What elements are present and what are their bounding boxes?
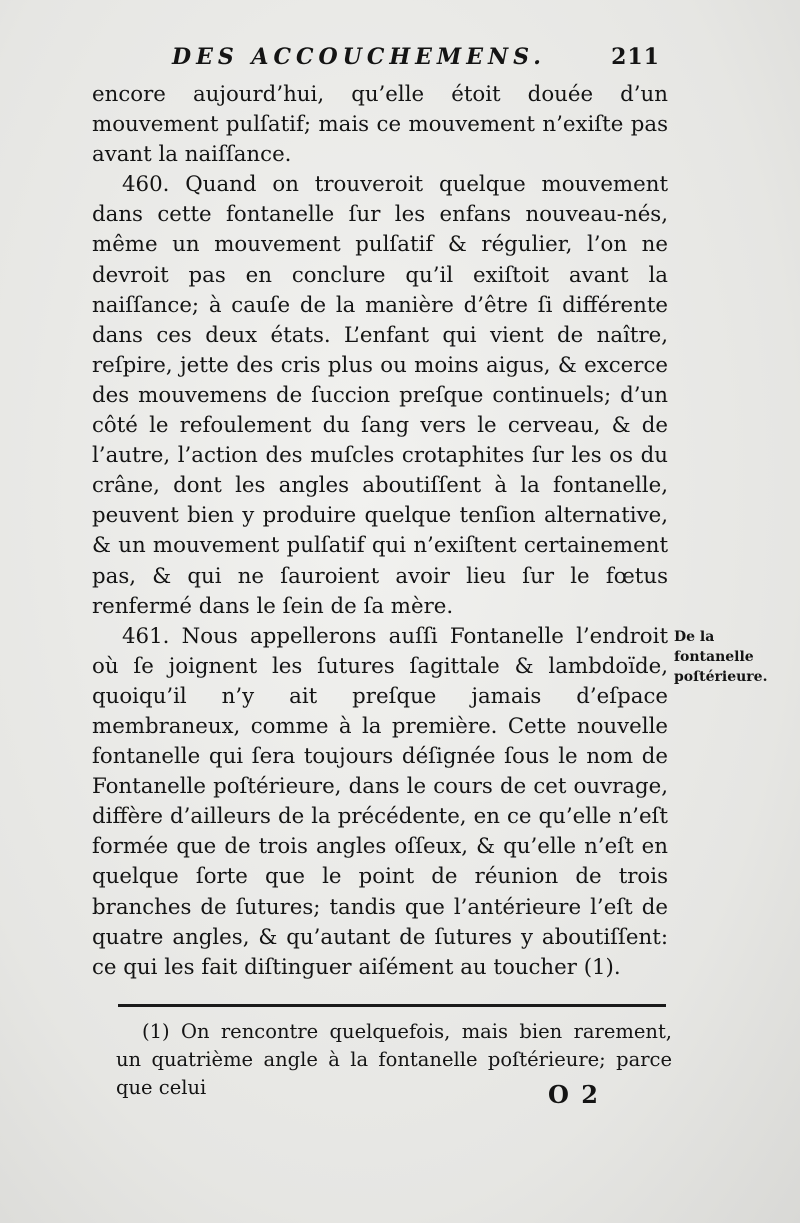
margin-note: De la fontanelle poſtérieure. (674, 629, 768, 685)
main-text (92, 80, 668, 983)
running-header (172, 40, 660, 76)
footnote-rule (118, 1004, 666, 1007)
running-title: DES ACCOUCHEMENS. (172, 44, 546, 70)
paragraph-461: 461. Nous appellerons auſſi Fontanelle l’endroit où ſe joignent les ſutures ſagittale & lambdoïde, quoiqu’il n’y ait preſque jamais d’eſpace membraneux, comme à la première. Cette nouvelle fontanelle qui ſera toujours déſignée ſous le nom de Fontanelle poſtérieure, dans le cours de cet ouvrage, diffère d’ailleurs de la précédente, en ce qu’elle n’eſt formée que de trois angles oſſeux, & qu’elle n’eſt en quelque ſorte que le point de réunion de trois branches de ſutures; tandis que l’antérieure l’eſt de quatre angles, & qu’autant de ſutures y aboutiſſent: ce qui les fait diſtinguer aiſément au toucher (1). (92, 623, 668, 980)
page-number: 211 (611, 44, 660, 70)
paragraph-460: 460. Quand on trouveroit quelque mouvement dans cette fontanelle ſur les enfans nouveau-nés, même un mouvement pulſatif & régulier, l’on ne devroit pas en conclure qu’il exiſtoit avant la naiſſance; à cauſe de la manière d’être ſi différente dans ces deux états. L’enfant qui vient de naître, reſpire, jette des cris plus ou moins aigus, & excerce des mouvemens de ſuccion preſque continuels; d’un côté le refoulement du ſang vers le cerveau, & de l’autre, l’action des muſcles crotaphites ſur les os du crâne, dont les angles aboutiſſent à la fontanelle, peuvent bien y produire quelque tenſion alternative, & un mouvement pulſatif qui n’exiſtent certainement pas, & qui ne ſauroient avoir lieu ſur le fœtus renfermé dans le ſein de ſa mère. (92, 172, 668, 619)
footnote-text: (1) On rencontre quelquefois, mais bien rarement, un quatrième angle à la fontanelle poſtérieure; parce que celui (116, 1020, 672, 1099)
paragraph-continuation: encore aujourd’hui, qu’elle étoit douée d’un mouvement pulſatif; mais ce mouvement n’exiſte pas avant la naiſſance. (92, 82, 668, 168)
signature-mark: O 2 (548, 1080, 600, 1109)
